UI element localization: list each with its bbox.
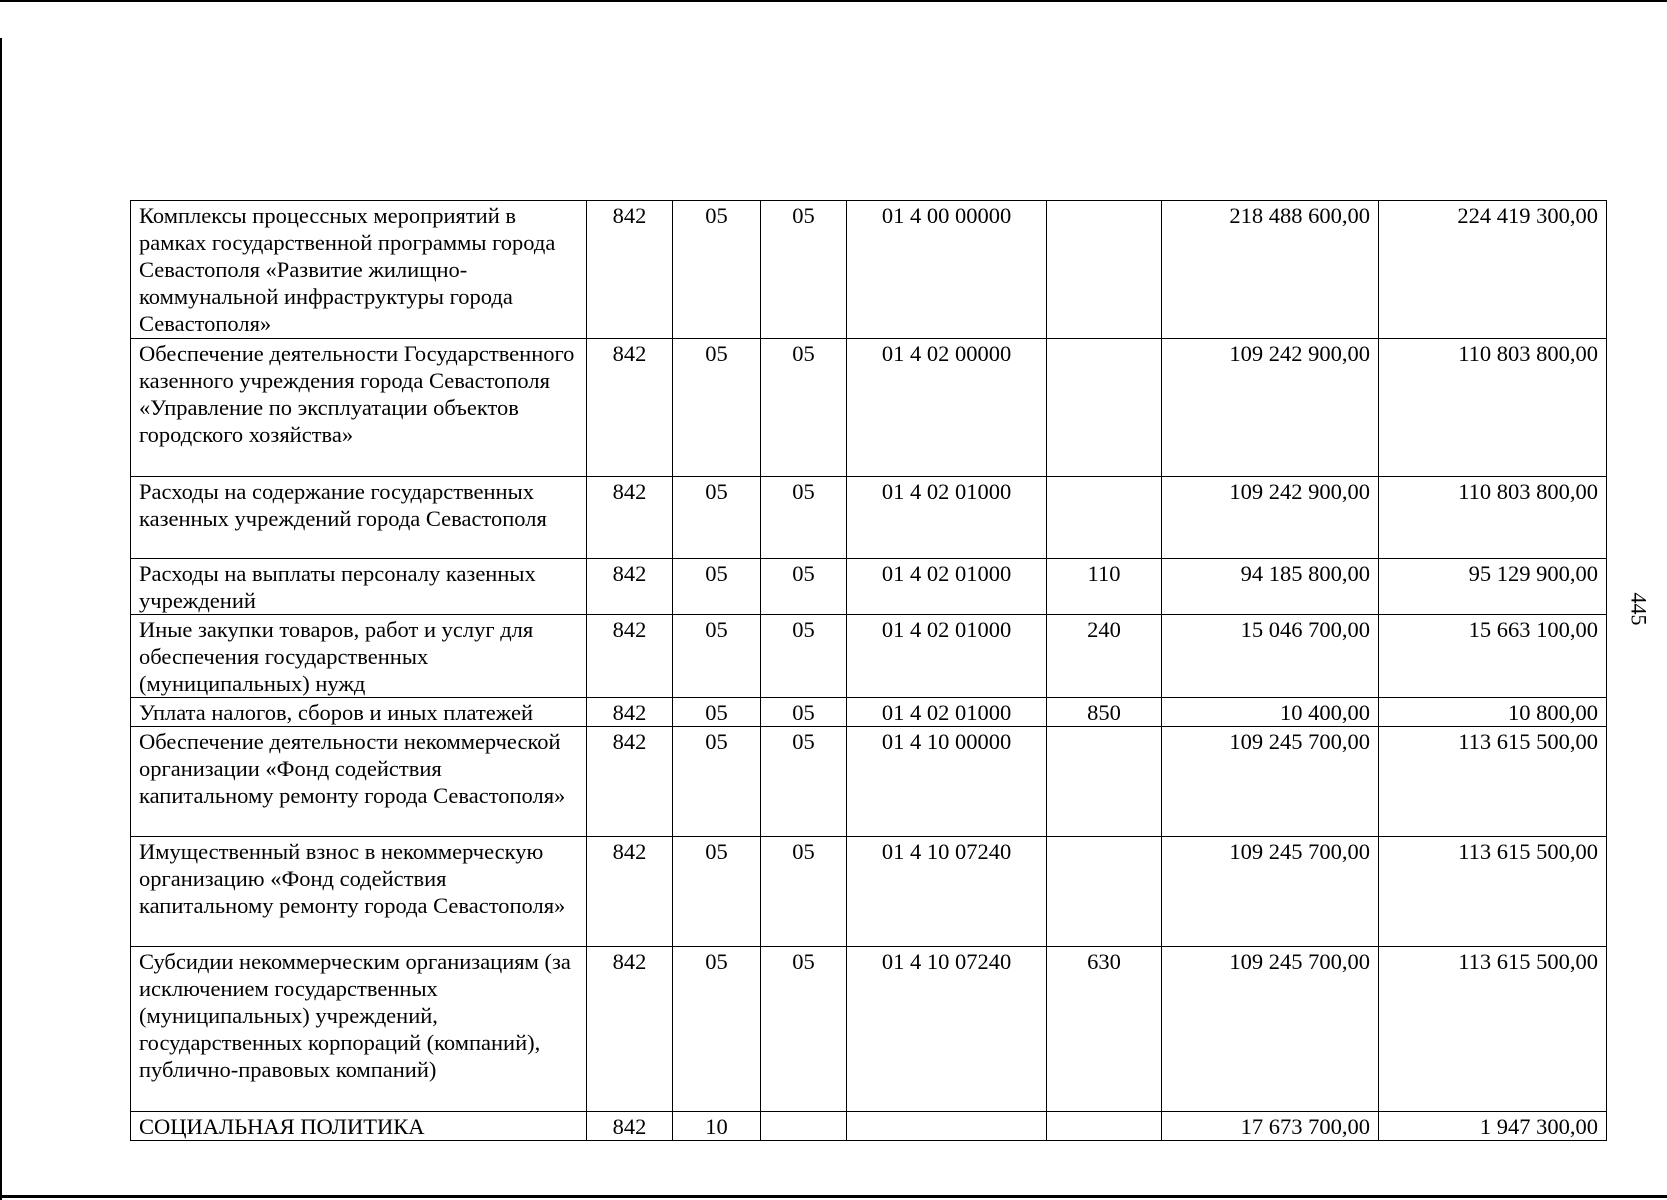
- row-rz: 05: [673, 837, 761, 947]
- row-ved: 842: [587, 339, 673, 477]
- row-pr: 05: [761, 698, 847, 727]
- row-name: Расходы на выплаты персоналу казенных учреждений: [131, 559, 587, 615]
- row-sum2: 224 419 300,00: [1379, 201, 1607, 339]
- row-rz: 10: [673, 1112, 761, 1141]
- row-sum2: 110 803 800,00: [1379, 339, 1607, 477]
- row-sum2: 113 615 500,00: [1379, 727, 1607, 837]
- row-name: СОЦИАЛЬНАЯ ПОЛИТИКА: [131, 1112, 587, 1141]
- row-ved: 842: [587, 1112, 673, 1141]
- frame-left-border: [0, 38, 2, 1200]
- table-row: [131, 698, 1607, 727]
- row-vr: [1047, 727, 1162, 837]
- row-rz: 05: [673, 727, 761, 837]
- row-name: Уплата налогов, сборов и иных платежей: [131, 698, 587, 727]
- row-sum1: 109 245 700,00: [1162, 727, 1379, 837]
- row-name: Обеспечение деятельности Государственного казенного учреждения города Севастополя «Управление по эксплуатации объектов городского хозяйства»: [131, 339, 587, 477]
- row-name: Иные закупки товаров, работ и услуг для обеспечения государственных (муниципальных) нужд: [131, 615, 587, 698]
- row-csr: 01 4 02 01000: [847, 698, 1047, 727]
- table-row: [131, 559, 1607, 615]
- row-name: Имущественный взнос в некоммерческую организацию «Фонд содействия капитальному ремонту города Севастополя»: [131, 837, 587, 947]
- row-vr: [1047, 339, 1162, 477]
- table-row: [131, 1112, 1607, 1141]
- row-ved: 842: [587, 201, 673, 339]
- row-pr: 05: [761, 477, 847, 559]
- row-pr: 05: [761, 947, 847, 1112]
- table-row: [131, 201, 1607, 339]
- row-rz: 05: [673, 201, 761, 339]
- row-rz: 05: [673, 477, 761, 559]
- row-pr: 05: [761, 837, 847, 947]
- row-csr: 01 4 02 01000: [847, 477, 1047, 559]
- row-sum1: 109 242 900,00: [1162, 477, 1379, 559]
- row-pr: 05: [761, 339, 847, 477]
- row-csr: [847, 1112, 1047, 1141]
- table-row: [131, 339, 1607, 477]
- row-sum2: 10 800,00: [1379, 698, 1607, 727]
- row-pr: 05: [761, 615, 847, 698]
- row-csr: 01 4 10 07240: [847, 837, 1047, 947]
- row-pr: [761, 1112, 847, 1141]
- row-rz: 05: [673, 947, 761, 1112]
- row-sum1: 109 245 700,00: [1162, 837, 1379, 947]
- row-sum1: 17 673 700,00: [1162, 1112, 1379, 1141]
- row-rz: 05: [673, 339, 761, 477]
- row-pr: 05: [761, 727, 847, 837]
- row-ved: 842: [587, 698, 673, 727]
- row-ved: 842: [587, 727, 673, 837]
- table-row: [131, 837, 1607, 947]
- row-vr: [1047, 201, 1162, 339]
- row-vr: 240: [1047, 615, 1162, 698]
- row-sum1: 94 185 800,00: [1162, 559, 1379, 615]
- row-pr: 05: [761, 559, 847, 615]
- row-sum2: 95 129 900,00: [1379, 559, 1607, 615]
- row-rz: 05: [673, 698, 761, 727]
- row-name: Субсидии некоммерческим организациям (за исключением государственных (муниципальных) учреждений, государственных корпораций (компаний), публично-правовых компаний): [131, 947, 587, 1112]
- row-name: Обеспечение деятельности некоммерческой организации «Фонд содействия капитальному ремонту города Севастополя»: [131, 727, 587, 837]
- row-ved: 842: [587, 559, 673, 615]
- row-rz: 05: [673, 615, 761, 698]
- row-ved: 842: [587, 947, 673, 1112]
- row-csr: 01 4 02 01000: [847, 559, 1047, 615]
- row-sum2: 110 803 800,00: [1379, 477, 1607, 559]
- page-number: 445: [1626, 592, 1652, 626]
- budget-table: [130, 200, 1607, 1141]
- row-sum1: 109 242 900,00: [1162, 339, 1379, 477]
- row-vr: 630: [1047, 947, 1162, 1112]
- row-vr: 850: [1047, 698, 1162, 727]
- row-rz: 05: [673, 559, 761, 615]
- row-sum1: 218 488 600,00: [1162, 201, 1379, 339]
- row-sum2: 113 615 500,00: [1379, 837, 1607, 947]
- row-csr: 01 4 00 00000: [847, 201, 1047, 339]
- table-row: [131, 947, 1607, 1112]
- row-vr: [1047, 837, 1162, 947]
- row-sum2: 15 663 100,00: [1379, 615, 1607, 698]
- row-vr: 110: [1047, 559, 1162, 615]
- row-vr: [1047, 1112, 1162, 1141]
- frame-top-border: [0, 0, 1667, 2]
- row-name: Расходы на содержание государственных казенных учреждений города Севастополя: [131, 477, 587, 559]
- row-sum1: 10 400,00: [1162, 698, 1379, 727]
- table-row: [131, 477, 1607, 559]
- frame-bottom-border: [0, 1195, 1667, 1198]
- row-name: Комплексы процессных мероприятий в рамках государственной программы города Севастополя «Развитие жилищно-коммунальной инфраструктуры города Севастополя»: [131, 201, 587, 339]
- row-pr: 05: [761, 201, 847, 339]
- row-sum1: 109 245 700,00: [1162, 947, 1379, 1112]
- row-csr: 01 4 10 07240: [847, 947, 1047, 1112]
- table-row: [131, 727, 1607, 837]
- row-ved: 842: [587, 615, 673, 698]
- row-sum1: 15 046 700,00: [1162, 615, 1379, 698]
- row-csr: 01 4 10 00000: [847, 727, 1047, 837]
- row-ved: 842: [587, 837, 673, 947]
- row-sum2: 1 947 300,00: [1379, 1112, 1607, 1141]
- row-ved: 842: [587, 477, 673, 559]
- row-vr: [1047, 477, 1162, 559]
- row-csr: 01 4 02 01000: [847, 615, 1047, 698]
- table-row: [131, 615, 1607, 698]
- row-csr: 01 4 02 00000: [847, 339, 1047, 477]
- row-sum2: 113 615 500,00: [1379, 947, 1607, 1112]
